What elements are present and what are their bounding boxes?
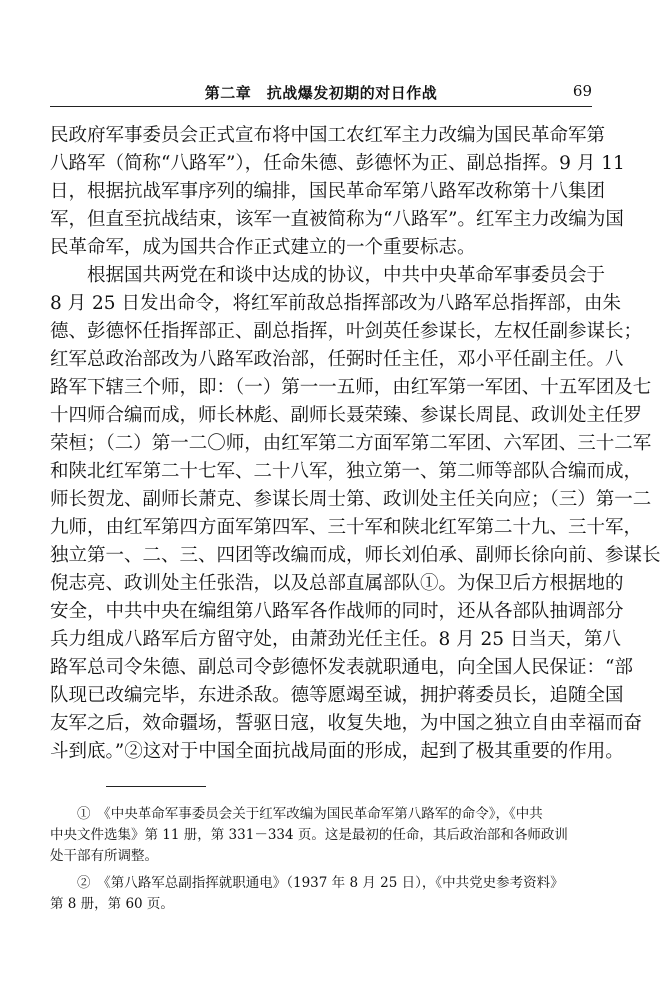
chapter-title: 第二章 抗战爆发初期的对日作战 xyxy=(204,84,438,102)
text-line: 安全，中共中央在编组第八路军各作战师的同时，还从各部队抽调部分 xyxy=(50,601,624,622)
footnote-line: 第 8 册，第 60 页。 xyxy=(50,896,174,912)
text-line: 8 月 25 日发出命令，将红军前敌总指挥部改为八路军总指挥部，由朱 xyxy=(50,293,621,314)
text-line: 十四师合编而成，师长林彪、副师长聂荣臻、参谋长周昆、政训处主任罗 xyxy=(50,405,643,426)
footnote-line: ② 《第八路军总副指挥就职通电》（1937 年 8 月 25 日），《中共党史参考资料》 xyxy=(50,875,564,891)
footnote-2 xyxy=(50,873,596,915)
text-line: 根据国共两党在和谈中达成的协议，中共中央革命军事委员会于 xyxy=(50,265,606,286)
text-line: 九师，由红军第四方面军第四军、三十军和陕北红军第二十九、三十军， xyxy=(50,517,643,538)
text-line: 斗到底。”②这对于中国全面抗战局面的形成，起到了极其重要的作用。 xyxy=(50,741,624,762)
footnotes xyxy=(50,804,596,915)
footnote-1 xyxy=(50,804,596,867)
text-line: 友军之后，效命疆场，誓驱日寇，收复失地，为中国之独立自由幸福而奋 xyxy=(50,713,643,734)
footnote-divider xyxy=(106,786,206,787)
text-line: 独立第一、二、三、四团等改编而成，师长刘伯承、副师长徐向前、参谋长 xyxy=(50,545,661,566)
text-line: 队现已改编完毕，东进杀敌。德等愿竭至诚，拥护蒋委员长，追随全国 xyxy=(50,685,624,706)
text-line: 德、彭德怀任指挥部正、副总指挥，叶剑英任参谋长，左权任副参谋长； xyxy=(50,321,643,342)
text-line: 倪志亮、政训处主任张浩，以及总部直属部队①。为保卫后方根据地的 xyxy=(50,573,624,594)
text-line: 路军下辖三个师，即：（一）第一一五师，由红军第一军团、十五军团及七 xyxy=(50,377,652,398)
footnote-line: ① 《中央革命军事委员会关于红军改编为国民革命军第八路军的命令》，《中共 xyxy=(50,806,543,822)
text-line: 民政府军事委员会正式宣布将中国工农红军主力改编为国民革命军第 xyxy=(50,125,606,146)
body-text xyxy=(50,122,661,766)
text-line: 路军总司令朱德、副总司令彭德怀发表就职通电，向全国人民保证：“部 xyxy=(50,657,633,678)
header-rule xyxy=(50,106,592,107)
text-line: 师长贺龙、副师长萧克、参谋长周士第、政训处主任关向应；（三）第一二 xyxy=(50,489,652,510)
text-line: 日，根据抗战军事序列的编排，国民革命军第八路军改称第十八集团 xyxy=(50,181,606,202)
text-line: 荣桓；（二）第一二〇师，由红军第二方面军第二军团、六军团、三十二军 xyxy=(50,433,652,454)
footnote-line: 中央文件选集》第 11 册，第 331－334 页。这是最初的任命，其后政治部和各师政训 xyxy=(50,827,568,843)
page-number: 69 xyxy=(572,82,592,100)
text-line: 兵力组成八路军后方留守处，由萧劲光任主任。8 月 25 日当天，第八 xyxy=(50,629,621,650)
footnote-line: 处干部有所调整。 xyxy=(50,848,158,864)
text-line: 红军总政治部改为八路军政治部，任弼时任主任，邓小平任副主任。八 xyxy=(50,349,624,370)
running-header xyxy=(50,82,592,112)
text-line: 八路军（简称“八路军”），任命朱德、彭德怀为正、副总指挥。9 月 11 xyxy=(50,153,625,174)
text-line: 和陕北红军第二十七军、二十八军，独立第一、第二师等部队合编而成， xyxy=(50,461,643,482)
text-line: 民革命军，成为国共合作正式建立的一个重要标志。 xyxy=(50,237,476,258)
text-line: 军，但直至抗战结束，该军一直被简称为“八路军”。红军主力改编为国 xyxy=(50,209,624,230)
